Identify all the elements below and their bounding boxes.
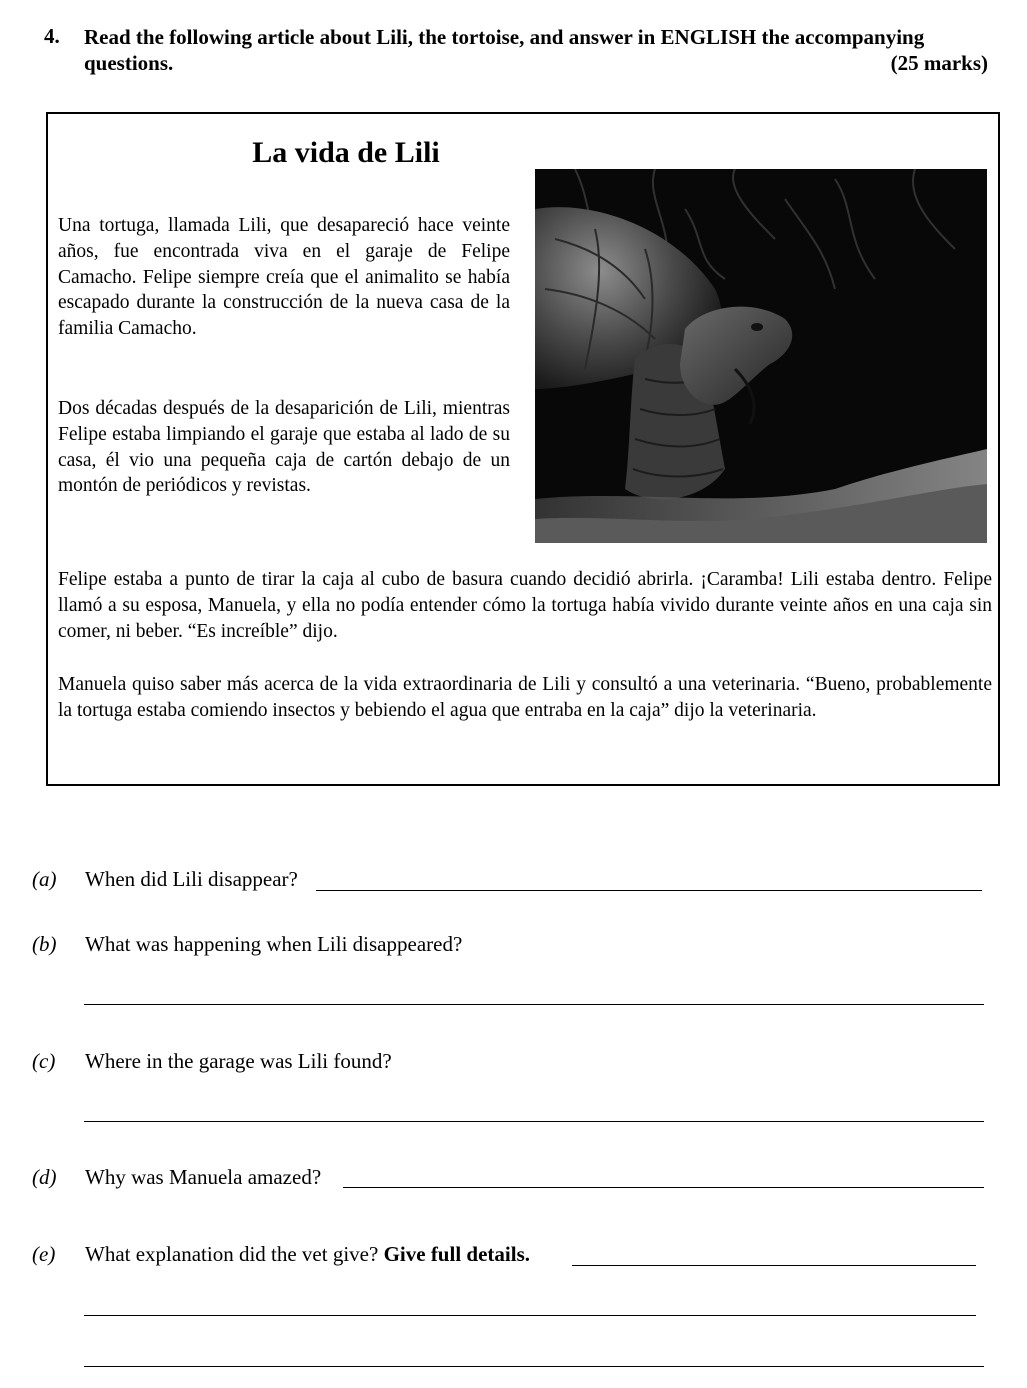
instruction-line-1: Read the following article about Lili, the tortoise, and answer in ENGLISH the accompanying — [84, 25, 925, 49]
marks-label: (25 marks) — [890, 51, 988, 75]
article-paragraph-4: Manuela quiso saber más acerca de la vida extraordinaria de Lili y consultó a una veterinaria. “Bueno, probablemente la tortuga estaba comiendo insectos y bebiendo el agua que entraba en la caja” dijo la veterinaria. — [58, 674, 992, 721]
question-a-text: When did Lili disappear? — [85, 867, 298, 891]
tortoise-photo — [535, 169, 987, 543]
article-paragraph-1: Una tortuga, llamada Lili, que desapareció hace veinte años, fue encontrada viva en el garaje de Felipe Camacho. Felipe siempre creía que el animalito se había escapado durante la construcción de la nueva casa de la familia Camacho. — [58, 215, 510, 340]
answer-line-a[interactable] — [316, 890, 982, 891]
answer-line-e-2[interactable] — [84, 1315, 976, 1316]
question-c-label: (c) — [32, 1049, 56, 1073]
answer-line-e-1[interactable] — [572, 1265, 976, 1266]
question-d-label: (d) — [32, 1165, 57, 1189]
article-paragraph-3: Felipe estaba a punto de tirar la caja al cubo de basura cuando decidió abrirla. ¡Caramba! Lili estaba dentro. Felipe llamó a su esposa, Manuela, y ella no podía entender cómo la tortuga había vivido durante veinte años en una caja sin comer, ni beber. “Es increíble” dijo. — [58, 569, 992, 642]
question-e-main-text: What explanation did the vet give? — [85, 1242, 379, 1266]
question-e-bold-instruction: Give full details. — [383, 1242, 530, 1266]
question-b-text: What was happening when Lili disappeared? — [85, 932, 463, 956]
answer-line-e-3[interactable] — [84, 1366, 984, 1367]
question-c-text: Where in the garage was Lili found? — [85, 1049, 392, 1073]
instruction-continuation: questions. — [84, 51, 174, 75]
question-number: 4. — [44, 24, 60, 48]
instruction-line-2 — [84, 50, 988, 76]
tortoise-illustration — [535, 169, 987, 543]
answer-line-b[interactable] — [84, 1004, 984, 1005]
answer-line-d[interactable] — [343, 1187, 984, 1188]
question-a-label: (a) — [32, 867, 57, 891]
question-b-label: (b) — [32, 932, 57, 956]
question-instruction — [84, 24, 988, 76]
question-e-label: (e) — [32, 1242, 56, 1266]
question-e-text — [85, 1242, 530, 1267]
answer-line-c[interactable] — [84, 1121, 984, 1122]
question-d-text: Why was Manuela amazed? — [85, 1165, 322, 1189]
article-paragraph-2: Dos décadas después de la desaparición de Lili, mientras Felipe estaba limpiando el garaje que estaba al lado de su casa, él vio una pequeña caja de cartón debajo de un montón de periódicos y revistas. — [58, 398, 510, 497]
article-title: La vida de Lili — [252, 136, 440, 169]
